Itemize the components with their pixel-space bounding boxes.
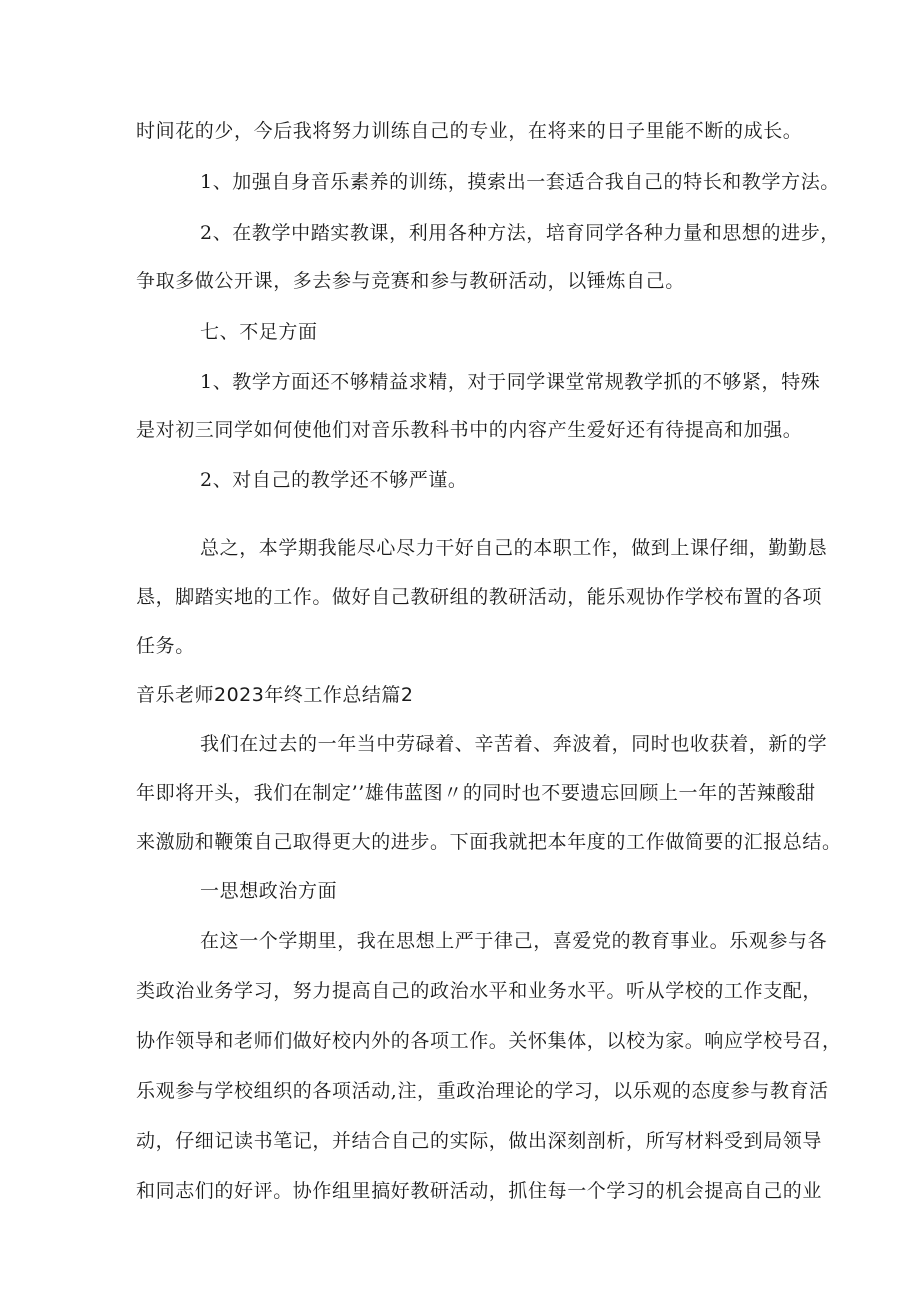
paragraph-line: 协作领导和老师们做好校内外的各项工作。关怀集体，以校为家。响应学校号召， bbox=[136, 1030, 842, 1052]
paragraph-line: 类政治业务学习，努力提高自己的政治水平和业务水平。听从学校的工作支配， bbox=[136, 980, 823, 1002]
paragraph-line: 争取多做公开课，多去参与竞赛和参与教研活动，以锤炼自己。 bbox=[136, 270, 685, 292]
paragraph-line: 恳，脚踏实地的工作。做好自己教研组的教研活动，能乐观协作学校布置的各项 bbox=[136, 586, 823, 608]
section-heading: 七、不足方面 bbox=[200, 321, 318, 343]
paragraph-line: 是对初三同学如何使他们对音乐教科书中的内容产生爱好还有待提高和加强。 bbox=[136, 419, 803, 441]
list-item: 1、教学方面还不够精益求精，对于同学课堂常规教学抓的不够紧，特殊 bbox=[200, 371, 821, 393]
paragraph-line: 和同志们的好评。协作组里搞好教研活动，抓住每一个学习的机会提高自己的业 bbox=[136, 1180, 823, 1202]
paragraph-line: 任务。 bbox=[136, 635, 195, 657]
paragraph-line: 时间花的少，今后我将努力训练自己的专业，在将来的日子里能不断的成长。 bbox=[136, 120, 803, 142]
article-title: 音乐老师2023年终工作总结篇2 bbox=[136, 684, 414, 706]
paragraph-line: 动，仔细记读书笔记，并结合自己的实际，做出深刻剖析，所写材料受到局领导 bbox=[136, 1130, 823, 1152]
paragraph-line: 乐观参与学校组织的各项活动,注，重政治理论的学习，以乐观的态度参与教育活 bbox=[136, 1080, 829, 1102]
paragraph-line: 我们在过去的一年当中劳碌着、辛苦着、奔波着，同时也收获着，新的学 bbox=[200, 733, 828, 755]
paragraph-line: 年即将开头，我们在制定’’雄伟蓝图〃的同时也不要遗忘回顾上一年的苦辣酸甜 bbox=[136, 782, 816, 804]
paragraph-line: 总之，本学期我能尽心尽力干好自己的本职工作，做到上课仔细，勤勤恳 bbox=[200, 537, 828, 559]
paragraph-line: 来激励和鞭策自己取得更大的进步。下面我就把本年度的工作做简要的汇报总结。 bbox=[136, 831, 842, 853]
paragraph-line: 在这一个学期里，我在思想上严于律己，喜爱党的教育事业。乐观参与各 bbox=[200, 930, 828, 952]
list-item: 2、在教学中踏实教课，利用各种方法，培育同学各种力量和思想的进步， bbox=[200, 222, 840, 244]
section-heading: 一思想政治方面 bbox=[200, 880, 338, 902]
list-item: 2、对自己的教学还不够严谨。 bbox=[200, 469, 468, 491]
list-item: 1、加强自身音乐素养的训练，摸索出一套适合我自己的特长和教学方法。 bbox=[200, 171, 840, 193]
